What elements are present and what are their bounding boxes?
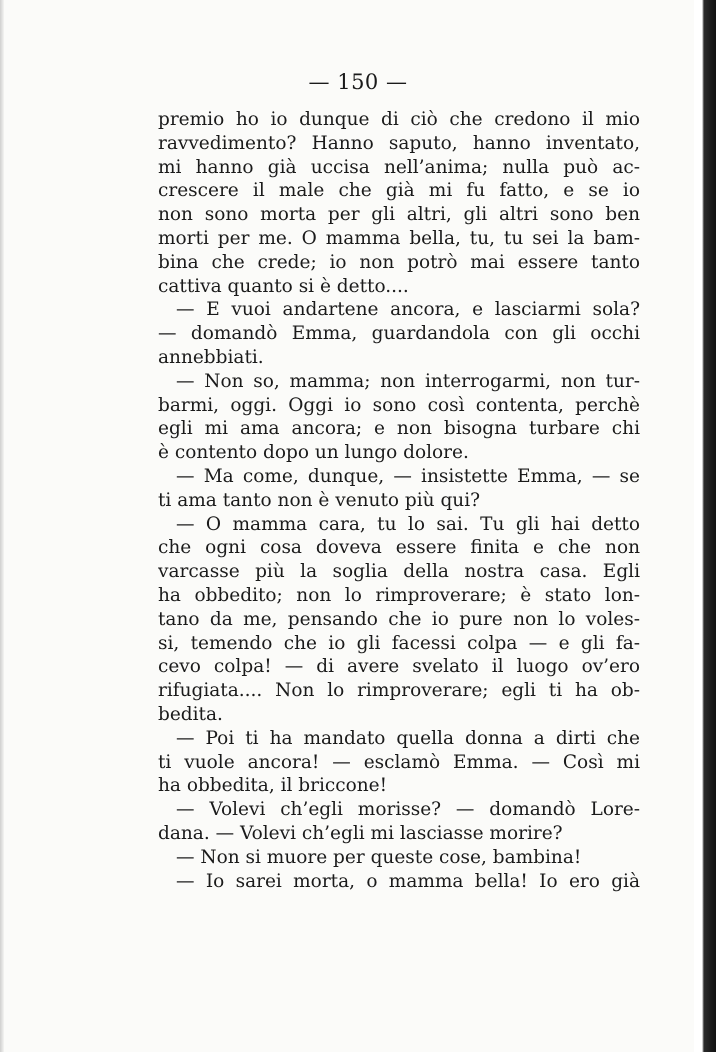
text-line: — Poi ti ha mandato quella donna a dirti che [176,727,640,749]
page-left-edge [0,0,4,1052]
text-line: si, temendo che io gli facessi colpa — e gli fa- [158,632,640,654]
text-line: dana. — Volevi ch’egli mi lasciasse morire? [158,822,563,844]
text-line: barmi, oggi. Oggi io sono così contenta, perchè [158,394,640,416]
text-line: mi hanno già uccisa nell’anima; nulla può ac- [158,156,640,178]
text-line: — Volevi ch’egli morisse? — domandò Lore- [176,799,640,821]
text-line: è contento dopo un lungo dolore. [158,442,469,464]
text-line: premio ho io dunque di ciò che credono il mio [158,109,640,130]
text-line: — domandò Emma, guardandola con gli occhi [158,323,640,345]
text-line: — E vuoi andartene ancora, e lasciarmi sola? [176,299,640,321]
text-line: bedita. [158,703,223,725]
text-line: — Ma come, dunque, — insistette Emma, — se [176,465,640,487]
text-line: — Non si muore per queste cose, bambina! [176,846,582,868]
text-line: — Non so, mamma; non interrogarmi, non tur- [176,370,640,392]
text-line: che ogni cosa doveva essere finita e che non [158,537,640,559]
text-line: rifugiata.... Non lo rimproverare; egli ti ha ob- [158,680,640,702]
text-line: morti per me. O mamma bella, tu, tu sei la bam- [158,227,640,249]
text-line: annebbiati. [158,346,264,368]
text-line: varcasse più la soglia della nostra casa. Egli [158,561,640,583]
text-line: tano da me, pensando che io pure non lo voles- [158,608,640,630]
text-line: — Io sarei morta, o mamma bella! Io ero già [176,870,640,892]
text-line: non sono morta per gli altri, gli altri sono ben [158,204,640,226]
text-line: ha obbedito; non lo rimproverare; è stato lon- [158,584,640,606]
text-line: bina che crede; io non potrò mai essere tanto [158,251,640,273]
text-line: ti vuole ancora! — esclamò Emma. — Così mi [158,751,640,773]
text-line: — O mamma cara, tu lo sai. Tu gli hai detto [176,513,640,535]
page-binding-shadow [694,0,716,1052]
text-line: crescere il male che già mi fu fatto, e se io [158,180,640,202]
text-line: ha obbedita, il briccone! [158,775,388,797]
body-text [158,108,640,893]
text-line: egli mi ama ancora; e non bisogna turbare chi [158,418,640,440]
text-line: ravvedimento? Hanno saputo, hanno inventato, [158,132,640,154]
page-number: — 150 — [308,70,408,94]
text-line: ti ama tanto non è venuto più qui? [158,489,481,511]
text-line: cattiva quanto si è detto.... [158,275,409,297]
text-line: cevo colpa! — di avere svelato il luogo ov’ero [158,656,640,678]
